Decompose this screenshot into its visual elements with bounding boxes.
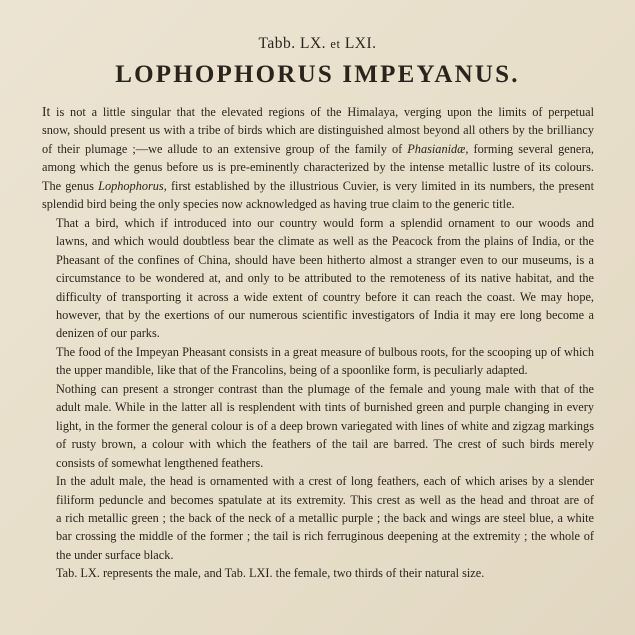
text-line: among which the genus before us is pre-eminently characterized by the intense metallic lustre of its colours. [42, 160, 594, 175]
text-line: light, in the former the general colour is of a deep brown variegated with lines of white and zigzag markings [56, 418, 594, 433]
text-line: difficulty of transporting it across a wide extent of country before it can reach the coast. We may hope, [56, 289, 594, 304]
plate-ref-prefix: Tabb. LX. [258, 35, 327, 52]
text-line: a rich metallic green ; the back of the neck of a metallic purple ; the back and wings are steel blue, a white [56, 510, 594, 525]
text-line: The genus Lophophorus, first established by the illustrious Cuvier, is very limited in its numbers, the present [42, 178, 594, 193]
paragraph-2 [42, 214, 594, 343]
plate-reference [0, 35, 635, 53]
plate-ref-conjunction: et [330, 37, 341, 51]
text-line: however, that by the exertions of our numerous scientific investigators of India it may ere long become a [56, 307, 594, 322]
text-line: the upper mandible, like that of the Francolins, being of a spoonlike form, is peculiarly adapted. [56, 363, 528, 378]
text-line: bar crossing the middle of the former ; the tail is rich ferruginous deepening at the extremity ; the whole of [56, 529, 594, 544]
text-line: snow, should present us with a tribe of birds which are distinguished almost beyond all others by the brilliancy [42, 123, 594, 138]
body-text [42, 103, 594, 583]
text-line: It is not a little singular that the elevated regions of the Himalaya, verging upon the limits of perpetual [42, 104, 594, 119]
text-line: Tab. LX. represents the male, and Tab. LXI. the female, two thirds of their natural size. [56, 566, 485, 581]
species-title: LOPHOPHORUS IMPEYANUS. [115, 61, 520, 88]
text-line: consists of somewhat lengthened feathers. [56, 455, 264, 470]
genus-name: Lophophorus [98, 178, 164, 193]
family-name: Phasianidæ [407, 141, 466, 156]
paragraph-4 [42, 380, 594, 472]
text-line: circumstance to be wondered at, and only to be attributed to the remoteness of its native habitat, and the [56, 271, 594, 286]
text-line: In the adult male, the head is ornamented with a crest of long feathers, each of which arises by a slender [56, 474, 594, 489]
opening-word: It [42, 104, 51, 119]
paragraph-6 [42, 564, 594, 582]
text-line: of rusty brown, a colour with which the feathers of the tail are barred. The crest of such birds merely [56, 437, 594, 452]
text-line: Nothing can present a stronger contrast than the plumage of the female and young male with that of the [56, 381, 594, 396]
text-line: the under surface black. [56, 547, 174, 562]
text-line: of their plumage ;—we allude to an extensive group of the family of Phasianidæ, forming several genera, [42, 141, 594, 156]
paragraph-5 [42, 472, 594, 564]
text-line: Pheasant of the confines of China, should have been hitherto almost a stranger even to our museums, is a [56, 252, 594, 267]
paragraph-1 [42, 103, 594, 214]
text-line: splendid bird being the only species now acknowledged as having true claim to the generic title. [42, 197, 515, 212]
paragraph-3 [42, 343, 594, 380]
text-line: That a bird, which if introduced into our country would form a splendid ornament to our woods and [56, 215, 594, 230]
text-line: adult male. While in the latter all is resplendent with tints of burnished green and purple changing in every [56, 400, 594, 415]
text-line: denizen of our parks. [56, 326, 160, 341]
text-line: lawns, and which would doubtless bear the climate as well as the Peacock from the plains of India, or the [56, 234, 594, 249]
plate-ref-suffix: LXI. [344, 35, 377, 52]
text-line: The food of the Impeyan Pheasant consists in a great measure of bulbous roots, for the scooping up of which [56, 344, 594, 359]
text-line: filiform peduncle and becomes spatulate at its extremity. This crest as well as the head and throat are of [56, 492, 594, 507]
